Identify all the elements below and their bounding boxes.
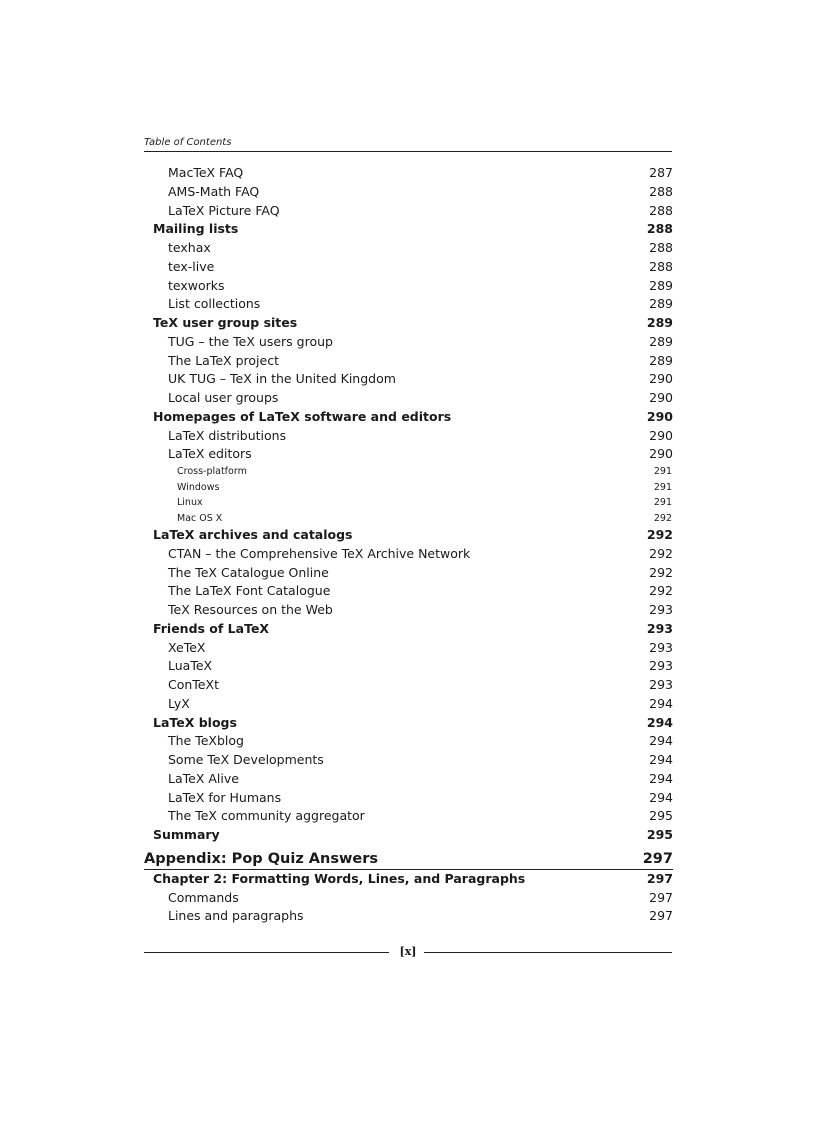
toc-section-entry[interactable] [144,714,673,733]
toc-entry-title: LaTeX editors [168,446,252,462]
toc-entry-title: LyX [168,695,190,711]
toc-entry-page: 294 [646,714,673,730]
page-footer [144,945,672,959]
toc-entry-title: XeTeX [168,639,206,655]
toc-entry[interactable] [144,164,673,183]
toc-entry-page: 289 [649,277,673,293]
toc-entry-title: LaTeX Picture FAQ [168,202,280,218]
toc-section-entry[interactable] [144,826,673,845]
toc-entry-page: 291 [653,481,672,493]
toc-entry-title: tex-live [168,258,215,274]
toc-entry[interactable] [144,751,673,770]
toc-entry[interactable] [144,601,673,620]
toc-entry-page: 289 [649,352,673,368]
toc-entry-page: 291 [653,497,672,508]
toc-entry-page: 290 [649,390,673,405]
toc-entry-page: 292 [649,583,673,599]
toc-entry-page: 289 [646,315,673,330]
toc-entry-page: 294 [649,770,673,786]
toc-entry-page: 288 [649,202,673,218]
toc-entry-page: 290 [649,427,673,443]
toc-entry-title: The TeXblog [168,733,244,749]
toc-entry-title: LaTeX Alive [168,770,239,786]
toc-entry-title: TUG – the TeX users group [168,333,333,349]
toc-entry-title: The LaTeX Font Catalogue [168,583,331,599]
toc-entry-title: MacTeX FAQ [168,165,244,180]
toc-entry-page: 292 [653,512,672,524]
toc-entry-title: TeX user group sites [153,315,298,330]
toc-entry-page: 295 [649,808,673,824]
toc-entry-page: 292 [649,564,673,580]
toc-entry-title: Some TeX Developments [168,752,324,767]
toc-entry-title: CTAN – the Comprehensive TeX Archive Network [168,545,471,561]
toc-entry-title: Appendix: Pop Quiz Answers [144,850,378,867]
toc-entry[interactable] [144,770,673,789]
toc-entry-page: 297 [642,850,673,867]
toc-entry[interactable] [144,295,673,314]
footer-rule-right [424,952,672,953]
toc-section-entry[interactable] [144,870,673,889]
toc-entry-title: Chapter 2: Formatting Words, Lines, and Paragraphs [153,870,526,886]
toc-entry-page: 295 [646,827,673,842]
footer-rule-left [144,952,389,953]
toc-entry[interactable] [144,277,673,296]
toc-entry[interactable] [144,676,673,695]
toc-subentry[interactable] [144,495,673,511]
toc-entry-page: 288 [646,221,673,237]
toc-entry-page: 289 [649,333,673,349]
toc-entry-title: Local user groups [168,390,279,405]
toc-entry-title: LaTeX archives and catalogs [153,527,353,542]
toc-section-entry[interactable] [144,620,673,639]
toc-entry-page: 287 [649,165,673,180]
toc-subentry[interactable] [144,511,673,527]
toc-entry-page: 293 [649,677,673,692]
toc-entry-page: 291 [653,466,672,477]
toc-entry-page: 297 [649,889,673,905]
toc-entry-title: Lines and paragraphs [168,908,304,924]
toc-section-entry[interactable] [144,314,673,333]
toc-entry-title: texhax [168,240,211,255]
toc-entry-title: LaTeX blogs [153,714,237,730]
toc-entry[interactable] [144,258,673,277]
toc-entry-page: 293 [646,620,673,636]
toc-entry-title: LaTeX distributions [168,427,287,443]
toc-entry-page: 289 [649,296,673,312]
toc-entry-page: 288 [649,240,673,255]
toc-entry-page: 293 [649,602,673,617]
table-of-contents [144,164,673,926]
toc-entry[interactable] [144,889,673,908]
toc-entry-page: 297 [649,908,673,924]
toc-entry-page: 297 [646,870,673,886]
running-header-title: Table of Contents [144,137,232,148]
toc-section-entry[interactable] [144,408,673,427]
toc-entry-title: texworks [168,277,225,293]
toc-entry-title: Windows [177,481,220,493]
toc-entry[interactable] [144,370,673,389]
toc-entry[interactable] [144,732,673,751]
toc-entry[interactable] [144,202,673,221]
toc-entry-title: Linux [177,497,203,508]
toc-entry-title: Cross-platform [177,466,247,477]
toc-entry[interactable] [144,545,673,564]
toc-entry-page: 293 [649,658,673,674]
toc-entry[interactable] [144,427,673,446]
toc-entry[interactable] [144,352,673,371]
toc-entry[interactable] [144,582,673,601]
toc-entry-title: The TeX Catalogue Online [168,564,329,580]
toc-entry-page: 294 [649,695,673,711]
toc-entry[interactable] [144,333,673,352]
toc-entry-title: ConTeXt [168,677,219,692]
toc-entry-title: The LaTeX project [168,352,279,368]
toc-entry[interactable] [144,445,673,464]
toc-entry-title: LaTeX for Humans [168,789,282,805]
toc-entry-page: 293 [649,639,673,655]
toc-entry-title: List collections [168,296,261,312]
toc-entry[interactable] [144,695,673,714]
toc-entry-title: Mailing lists [153,221,239,237]
running-header [144,136,672,152]
toc-entry-page: 294 [649,733,673,749]
toc-section-entry[interactable] [144,220,673,239]
toc-entry[interactable] [144,907,673,926]
toc-entry-title: Summary [153,827,220,842]
toc-entry-title: Mac OS X [177,512,223,524]
toc-entry-page: 290 [649,446,673,462]
toc-entry[interactable] [144,639,673,658]
toc-subentry[interactable] [144,464,673,480]
toc-entry-title: LuaTeX [168,658,213,674]
toc-entry-page: 288 [649,258,673,274]
toc-section-entry[interactable] [144,526,673,545]
toc-entry-title: Homepages of LaTeX software and editors [153,408,452,424]
toc-entry[interactable] [144,389,673,408]
toc-entry-page: 292 [649,545,673,561]
toc-chapter-entry[interactable] [144,849,673,870]
toc-entry-page: 290 [649,371,673,387]
toc-entry[interactable] [144,807,673,826]
toc-entry-title: Commands [168,889,239,905]
toc-entry-title: AMS-Math FAQ [168,183,260,199]
toc-entry[interactable] [144,564,673,583]
toc-entry-page: 288 [649,183,673,199]
toc-entry[interactable] [144,789,673,808]
toc-entry[interactable] [144,183,673,202]
toc-subentry[interactable] [144,480,673,496]
toc-entry-page: 290 [646,408,673,424]
page-number: [x] [399,945,417,958]
toc-entry-page: 292 [646,527,673,542]
toc-entry[interactable] [144,657,673,676]
toc-entry[interactable] [144,239,673,258]
toc-entry-page: 294 [649,789,673,805]
toc-entry-page: 294 [649,752,673,767]
toc-entry-title: UK TUG – TeX in the United Kingdom [168,371,396,387]
toc-entry-title: TeX Resources on the Web [168,602,333,617]
toc-entry-title: Friends of LaTeX [153,620,270,636]
toc-entry-title: The TeX community aggregator [168,808,365,824]
